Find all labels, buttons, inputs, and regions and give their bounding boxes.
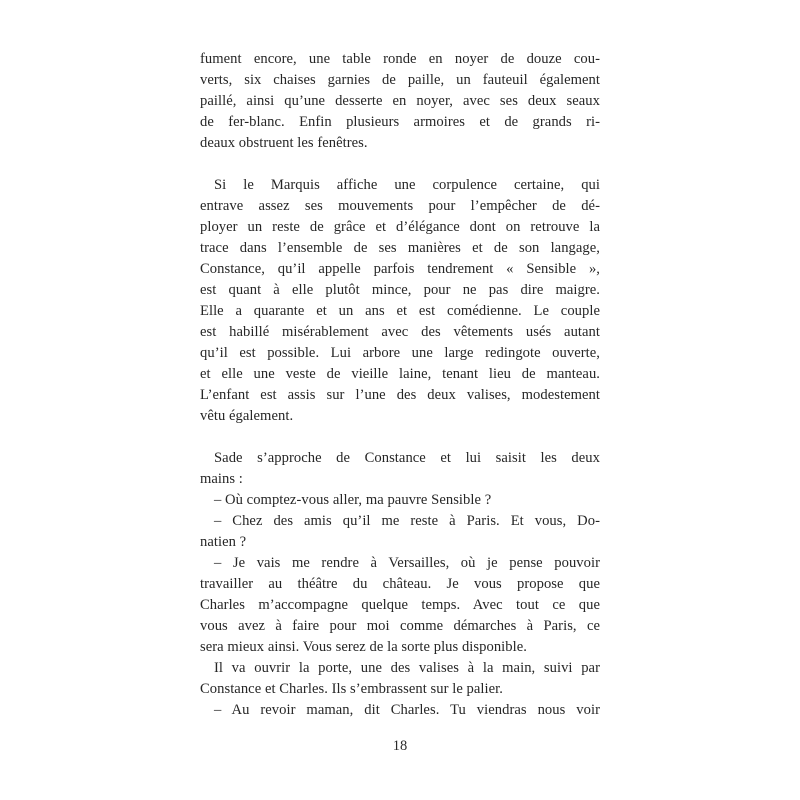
text-line: vous avez à faire pour moi comme démarches à Paris, ce (200, 618, 600, 634)
text-line: paillé, ainsi qu’une desserte en noyer, avec ses deux seaux (200, 93, 600, 109)
text-line: trace dans l’ensemble de ses manières et de son langage, (200, 240, 600, 256)
text-line: Elle a quarante et un ans et est comédienne. Le couple (200, 303, 600, 319)
text-line: Si le Marquis affiche une corpulence certaine, qui (214, 177, 600, 193)
text-line: de fer-blanc. Enfin plusieurs armoires et de grands ri- (200, 114, 600, 130)
text-line: L’enfant est assis sur l’une des deux valises, modestement (200, 387, 600, 403)
text-line: Sade s’approche de Constance et lui saisit les deux (214, 450, 600, 466)
text-line: mains : (200, 471, 243, 487)
dialogue-line: – Chez des amis qu’il me reste à Paris. Et vous, Do- (214, 513, 600, 529)
page-number: 18 (392, 738, 408, 754)
dialogue-line: – Je vais me rendre à Versailles, où je pense pouvoir (214, 555, 600, 571)
text-line: ployer un reste de grâce et d’élégance dont on retrouve la (200, 219, 600, 235)
text-line: sera mieux ainsi. Vous serez de la sorte plus disponible. (200, 639, 527, 655)
text-line: entrave assez ses mouvements pour l’empêcher de dé- (200, 198, 600, 214)
text-line: est quant à elle plutôt mince, pour ne pas dire maigre. (200, 282, 600, 298)
text-line: vêtu également. (200, 408, 294, 424)
text-line: natien ? (200, 534, 247, 550)
text-line: deaux obstruent les fenêtres. (200, 135, 368, 151)
dialogue-line: – Où comptez-vous aller, ma pauvre Sensible ? (214, 492, 492, 508)
text-line: Constance et Charles. Ils s’embrassent sur le palier. (200, 681, 503, 697)
text-line: Charles m’accompagne quelque temps. Avec tout ce que (200, 597, 600, 613)
text-line: Il va ouvrir la porte, une des valises à la main, suivi par (214, 660, 600, 676)
text-line: qu’il est possible. Lui arbore une large redingote ouverte, (200, 345, 600, 361)
text-line: fument encore, une table ronde en noyer de douze cou- (200, 51, 600, 67)
text-line: travailler au théâtre du château. Je vous propose que (200, 576, 600, 592)
text-line: Constance, qu’il appelle parfois tendrement « Sensible », (200, 261, 600, 277)
dialogue-line: – Au revoir maman, dit Charles. Tu viendras nous voir (214, 702, 600, 718)
text-line: et elle une veste de vieille laine, tenant lieu de manteau. (200, 366, 600, 382)
text-line: est habillé misérablement avec des vêtements usés autant (200, 324, 600, 340)
page-text-block (200, 49, 600, 721)
text-line: verts, six chaises garnies de paille, un fauteuil également (200, 72, 600, 88)
